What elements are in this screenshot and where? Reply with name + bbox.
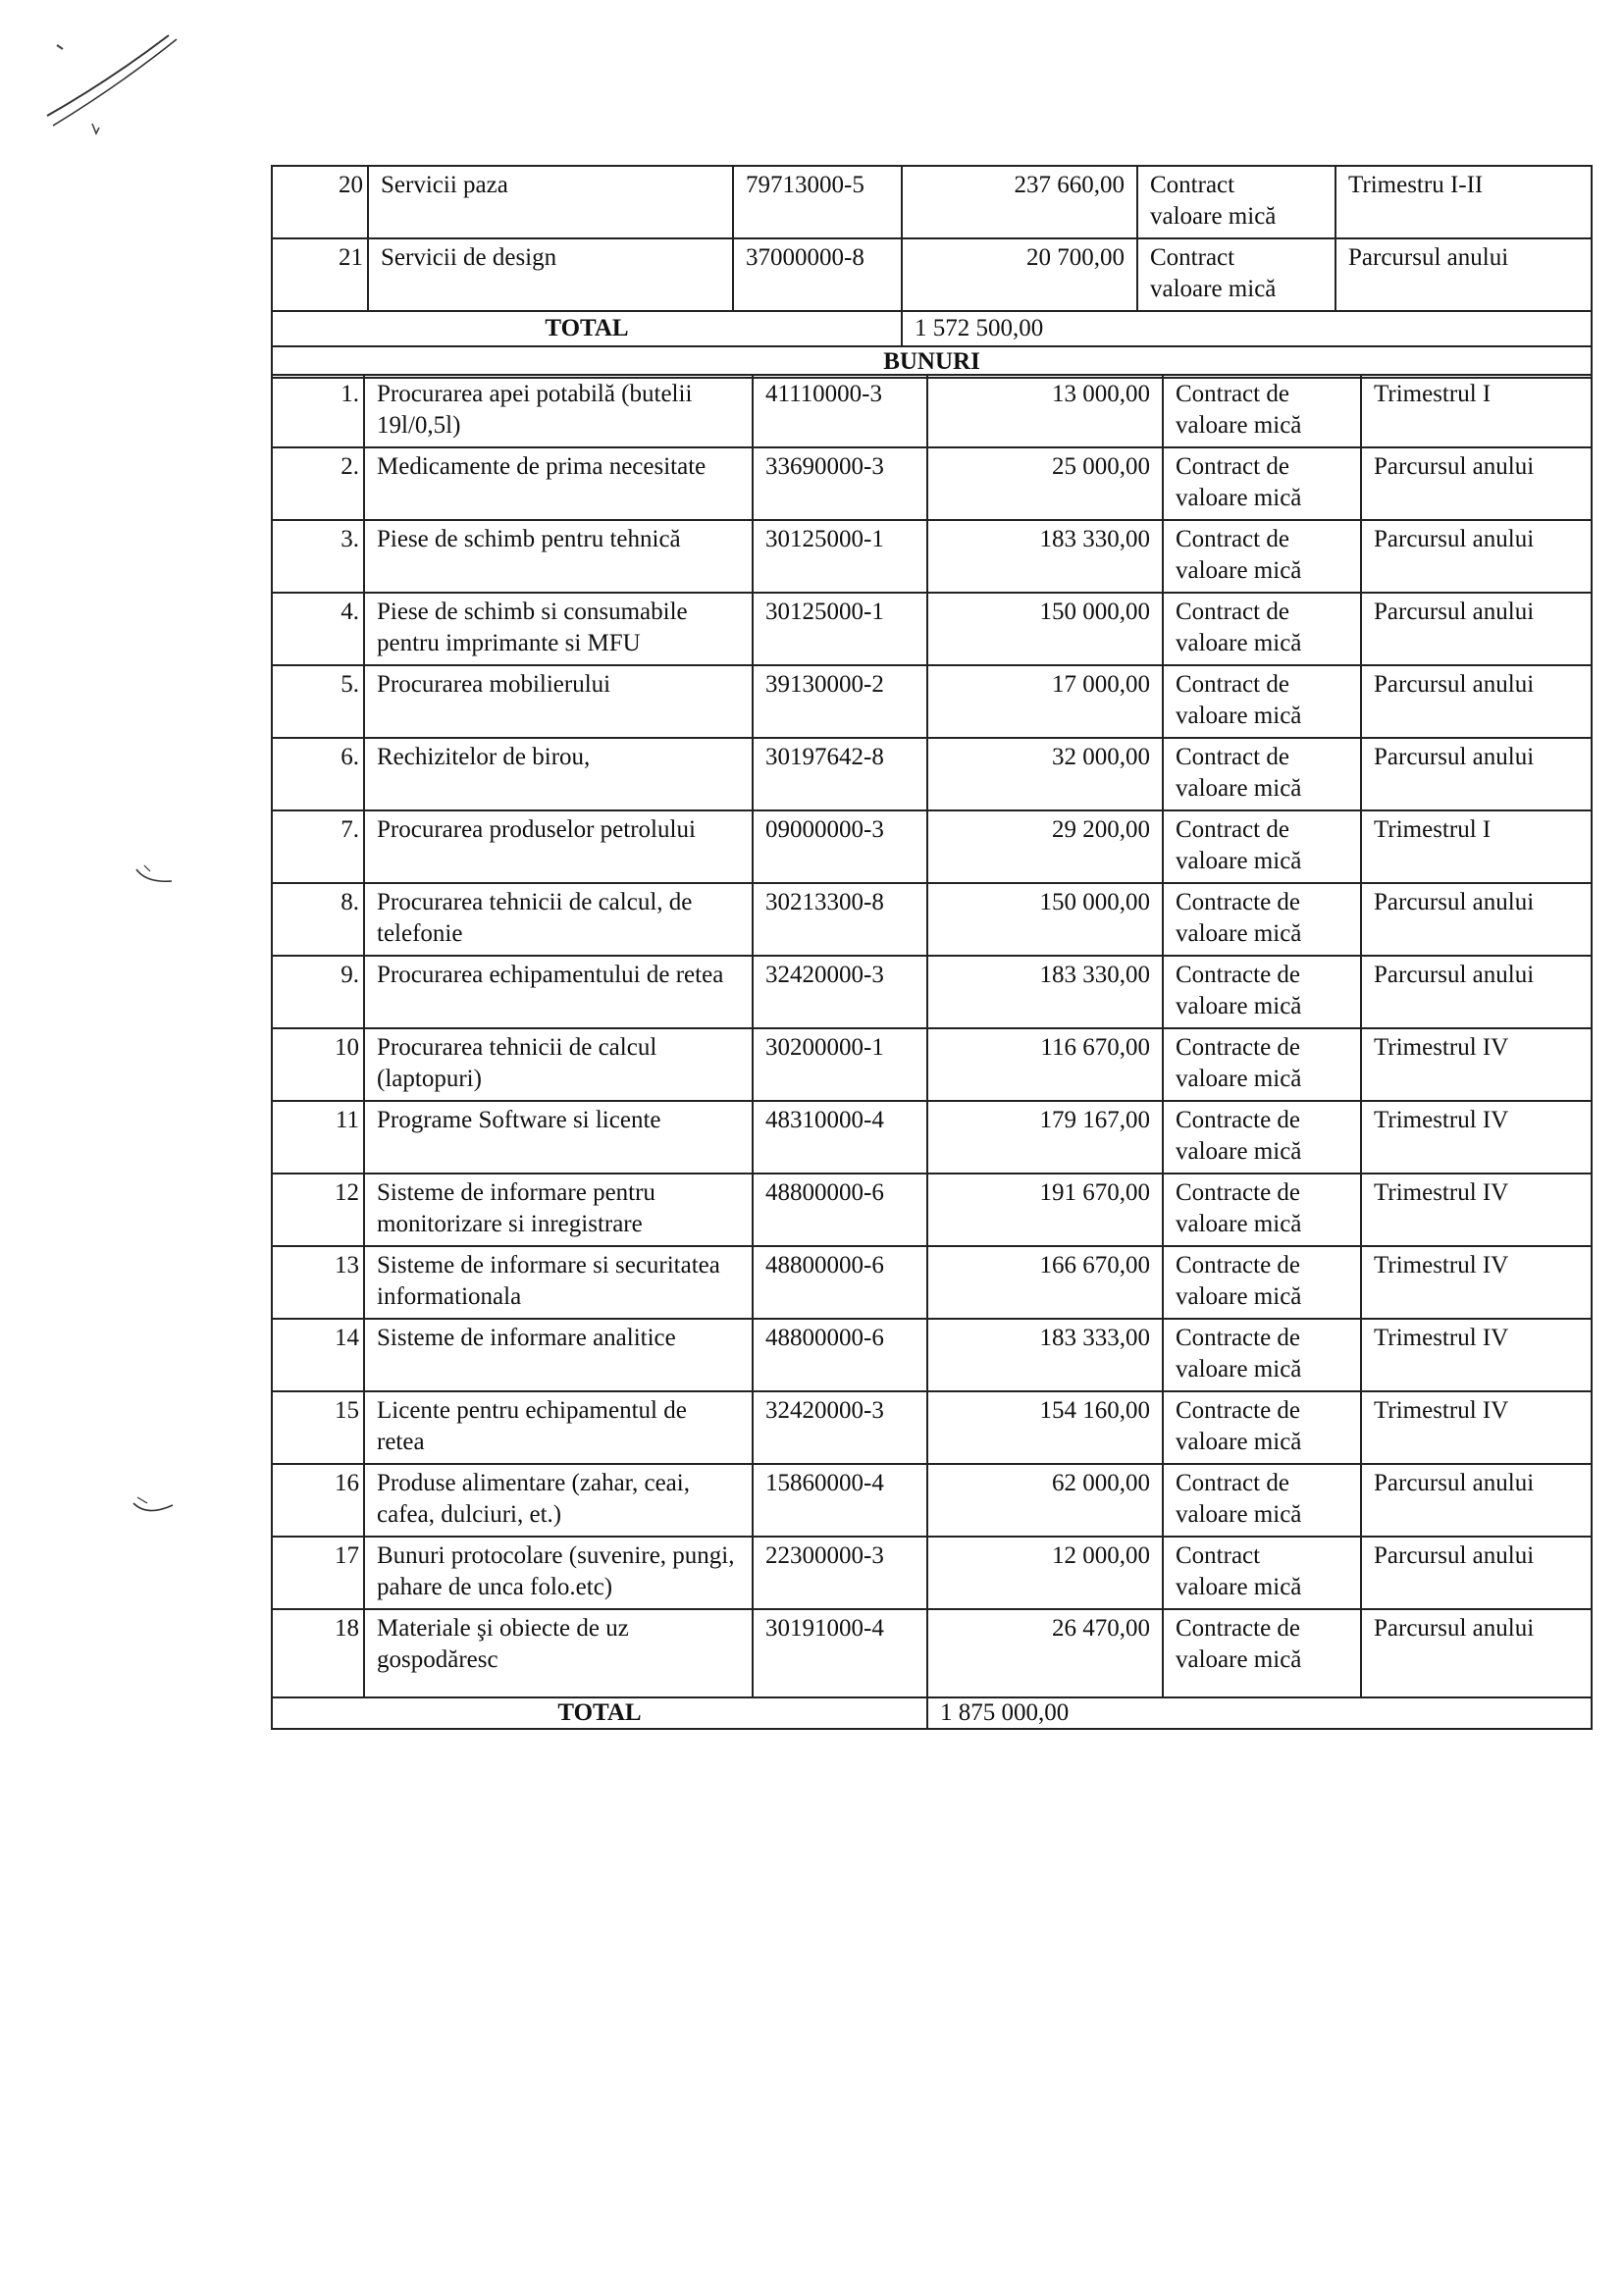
row-number: 5. xyxy=(272,665,364,738)
estimated-value: 116 670,00 xyxy=(927,1028,1163,1101)
table-row xyxy=(272,1246,1592,1319)
item-name: Procurarea echipamentului de retea xyxy=(364,956,753,1028)
item-name: Servicii paza xyxy=(368,166,733,238)
row-number: 17 xyxy=(272,1537,364,1609)
procedure-line-1: Contract de xyxy=(1176,526,1289,552)
procurement-term: Parcursul anului xyxy=(1361,447,1592,520)
cpv-code: 79713000-5 xyxy=(733,166,902,238)
procedure-line-1: Contracte de xyxy=(1176,1107,1301,1133)
cpv-code: 30213300-8 xyxy=(753,883,927,956)
procedure-line-2: valoare mică xyxy=(1150,276,1277,302)
procedure-type xyxy=(1163,665,1361,738)
cpv-code: 15860000-4 xyxy=(753,1464,927,1537)
cpv-code: 33690000-3 xyxy=(753,447,927,520)
total-label: TOTAL xyxy=(272,311,902,346)
procedure-line-2: valoare mică xyxy=(1150,203,1277,230)
estimated-value: 17 000,00 xyxy=(927,665,1163,738)
procedure-line-1: Contracte de xyxy=(1176,1179,1301,1206)
item-name: Procurarea produselor petrolului xyxy=(364,810,753,883)
total-value: 1 572 500,00 xyxy=(902,311,1592,346)
table-row xyxy=(272,1464,1592,1537)
procedure-type xyxy=(1163,1391,1361,1464)
table-row xyxy=(272,810,1592,883)
cpv-code: 30125000-1 xyxy=(753,520,927,593)
procedure-line-2: valoare mică xyxy=(1176,1501,1302,1528)
total-value: 1 875 000,00 xyxy=(927,1697,1592,1729)
estimated-value: 29 200,00 xyxy=(927,810,1163,883)
procedure-line-1: Contract de xyxy=(1176,381,1289,407)
cpv-code: 22300000-3 xyxy=(753,1537,927,1609)
procurement-term: Parcursul anului xyxy=(1361,1609,1592,1697)
procurement-term: Parcursul anului xyxy=(1335,238,1592,311)
item-name: Procurarea tehnicii de calcul, de telefonie xyxy=(364,883,753,956)
procedure-line-1: Contracte de xyxy=(1176,1325,1301,1351)
procedure-line-1: Contracte de xyxy=(1176,962,1301,988)
estimated-value: 183 330,00 xyxy=(927,956,1163,1028)
estimated-value: 237 660,00 xyxy=(902,166,1137,238)
procedure-type xyxy=(1163,1028,1361,1101)
row-number: 20 xyxy=(272,166,368,238)
procedure-line-2: valoare mică xyxy=(1176,703,1302,729)
procedure-type xyxy=(1163,956,1361,1028)
table-row xyxy=(272,1609,1592,1697)
procedure-line-1: Contract xyxy=(1150,172,1235,198)
estimated-value: 154 160,00 xyxy=(927,1391,1163,1464)
item-name: Sisteme de informare pentru monitorizare si inregistrare xyxy=(364,1174,753,1246)
row-number: 18 xyxy=(272,1609,364,1697)
estimated-value: 150 000,00 xyxy=(927,883,1163,956)
procedure-line-1: Contracte de xyxy=(1176,1615,1301,1642)
procurement-term: Parcursul anului xyxy=(1361,956,1592,1028)
procurement-term: Trimestrul IV xyxy=(1361,1246,1592,1319)
table-row xyxy=(272,883,1592,956)
item-name: Bunuri protocolare (suvenire, pungi, pahare de unca folo.etc) xyxy=(364,1537,753,1609)
procedure-line-2: valoare mică xyxy=(1176,848,1302,874)
procedure-line-2: valoare mică xyxy=(1176,1574,1302,1600)
procedure-type xyxy=(1163,1174,1361,1246)
cpv-code: 30125000-1 xyxy=(753,593,927,665)
cpv-code: 48800000-6 xyxy=(753,1246,927,1319)
row-number: 2. xyxy=(272,447,364,520)
procurement-term: Trimestru I-II xyxy=(1335,166,1592,238)
procedure-type xyxy=(1163,1464,1361,1537)
procedure-type xyxy=(1163,375,1361,447)
procurement-term: Trimestrul IV xyxy=(1361,1101,1592,1174)
table-row xyxy=(272,593,1592,665)
procedure-line-2: valoare mică xyxy=(1176,1356,1302,1383)
cpv-code: 48800000-6 xyxy=(753,1319,927,1391)
procedure-type xyxy=(1163,738,1361,810)
procedure-line-2: valoare mică xyxy=(1176,920,1302,947)
item-name: Piese de schimb pentru tehnică xyxy=(364,520,753,593)
item-name: Servicii de design xyxy=(368,238,733,311)
procedure-type xyxy=(1163,1609,1361,1697)
procedure-type xyxy=(1137,238,1335,311)
table-row xyxy=(272,1319,1592,1391)
procedure-line-1: Contracte de xyxy=(1176,889,1301,915)
procedure-line-2: valoare mică xyxy=(1176,412,1302,439)
cpv-code: 39130000-2 xyxy=(753,665,927,738)
row-number: 7. xyxy=(272,810,364,883)
estimated-value: 26 470,00 xyxy=(927,1609,1163,1697)
procurement-term: Parcursul anului xyxy=(1361,665,1592,738)
procedure-line-1: Contract de xyxy=(1176,599,1289,625)
procedure-line-2: valoare mică xyxy=(1176,1429,1302,1455)
table-row xyxy=(272,956,1592,1028)
row-number: 8. xyxy=(272,883,364,956)
item-name: Programe Software si licente xyxy=(364,1101,753,1174)
procedure-line-1: Contract xyxy=(1150,244,1235,271)
cpv-code: 30191000-4 xyxy=(753,1609,927,1697)
cpv-code: 32420000-3 xyxy=(753,1391,927,1464)
row-number: 3. xyxy=(272,520,364,593)
table-row xyxy=(272,1028,1592,1101)
procedure-line-1: Contract de xyxy=(1176,453,1289,480)
item-name: Procurarea tehnicii de calcul (laptopuri) xyxy=(364,1028,753,1101)
services-total-row xyxy=(272,311,1592,346)
item-name: Licente pentru echipamentul de retea xyxy=(364,1391,753,1464)
table-row xyxy=(272,665,1592,738)
row-number: 15 xyxy=(272,1391,364,1464)
procurement-term: Parcursul anului xyxy=(1361,520,1592,593)
table-row xyxy=(272,1101,1592,1174)
procedure-line-1: Contract de xyxy=(1176,816,1289,843)
row-number: 10 xyxy=(272,1028,364,1101)
procedure-type xyxy=(1137,166,1335,238)
check-mark xyxy=(132,861,182,891)
procedure-line-1: Contracte de xyxy=(1176,1397,1301,1424)
row-number: 9. xyxy=(272,956,364,1028)
item-name: Procurarea mobilierului xyxy=(364,665,753,738)
procurement-term: Trimestrul I xyxy=(1361,810,1592,883)
procedure-type xyxy=(1163,520,1361,593)
procedure-type xyxy=(1163,1246,1361,1319)
procurement-term: Parcursul anului xyxy=(1361,738,1592,810)
procedure-line-1: Contract de xyxy=(1176,1470,1289,1496)
procedure-line-2: valoare mică xyxy=(1176,557,1302,584)
procedure-type xyxy=(1163,1537,1361,1609)
cpv-code: 30200000-1 xyxy=(753,1028,927,1101)
estimated-value: 25 000,00 xyxy=(927,447,1163,520)
goods-total-row xyxy=(272,1697,1592,1729)
table-row xyxy=(272,520,1592,593)
estimated-value: 150 000,00 xyxy=(927,593,1163,665)
procedure-line-2: valoare mică xyxy=(1176,485,1302,511)
procedure-type xyxy=(1163,447,1361,520)
procedure-line-2: valoare mică xyxy=(1176,1138,1302,1165)
table-row xyxy=(272,1391,1592,1464)
procedure-line-2: valoare mică xyxy=(1176,993,1302,1019)
procedure-line-2: valoare mică xyxy=(1176,630,1302,656)
item-name: Procurarea apei potabilă (butelii 19l/0,5l) xyxy=(364,375,753,447)
row-number: 12 xyxy=(272,1174,364,1246)
estimated-value: 20 700,00 xyxy=(902,238,1137,311)
procedure-line-2: valoare mică xyxy=(1176,1646,1302,1673)
estimated-value: 183 330,00 xyxy=(927,520,1163,593)
procedure-line-1: Contracte de xyxy=(1176,1252,1301,1278)
procurement-term: Parcursul anului xyxy=(1361,593,1592,665)
cpv-code: 48800000-6 xyxy=(753,1174,927,1246)
item-name: Sisteme de informare analitice xyxy=(364,1319,753,1391)
row-number: 6. xyxy=(272,738,364,810)
goods-table xyxy=(271,374,1593,1730)
procurement-term: Trimestrul IV xyxy=(1361,1028,1592,1101)
row-number: 4. xyxy=(272,593,364,665)
procedure-line-2: valoare mică xyxy=(1176,1066,1302,1092)
table-row xyxy=(272,447,1592,520)
row-number: 14 xyxy=(272,1319,364,1391)
row-number: 13 xyxy=(272,1246,364,1319)
procurement-term: Trimestrul IV xyxy=(1361,1174,1592,1246)
check-mark xyxy=(130,1493,179,1523)
procedure-line-2: valoare mică xyxy=(1176,1211,1302,1237)
cpv-code: 09000000-3 xyxy=(753,810,927,883)
item-name: Medicamente de prima necesitate xyxy=(364,447,753,520)
procedure-line-2: valoare mică xyxy=(1176,775,1302,802)
procedure-line-1: Contract de xyxy=(1176,744,1289,770)
row-number: 11 xyxy=(272,1101,364,1174)
item-name: Rechizitelor de birou, xyxy=(364,738,753,810)
estimated-value: 13 000,00 xyxy=(927,375,1163,447)
cpv-code: 48310000-4 xyxy=(753,1101,927,1174)
procedure-type xyxy=(1163,1319,1361,1391)
item-name: Sisteme de informare si securitatea informationala xyxy=(364,1246,753,1319)
total-label: TOTAL xyxy=(272,1697,927,1729)
item-name: Materiale şi obiecte de uz gospodăresc xyxy=(364,1609,753,1697)
procedure-line-1: Contracte de xyxy=(1176,1034,1301,1061)
procedure-type xyxy=(1163,593,1361,665)
section-title: BUNURI xyxy=(272,346,1592,378)
procurement-term: Parcursul anului xyxy=(1361,1464,1592,1537)
table-row xyxy=(272,738,1592,810)
estimated-value: 183 333,00 xyxy=(927,1319,1163,1391)
estimated-value: 32 000,00 xyxy=(927,738,1163,810)
estimated-value: 12 000,00 xyxy=(927,1537,1163,1609)
table-row xyxy=(272,238,1592,311)
cpv-code: 37000000-8 xyxy=(733,238,902,311)
cpv-code: 32420000-3 xyxy=(753,956,927,1028)
item-name: Piese de schimb si consumabile pentru imprimante si MFU xyxy=(364,593,753,665)
procurement-term: Trimestrul IV xyxy=(1361,1391,1592,1464)
table-row xyxy=(272,1537,1592,1609)
procurement-term: Trimestrul IV xyxy=(1361,1319,1592,1391)
estimated-value: 166 670,00 xyxy=(927,1246,1163,1319)
procedure-line-1: Contract xyxy=(1176,1542,1261,1569)
procedure-type xyxy=(1163,810,1361,883)
item-name: Produse alimentare (zahar, ceai, cafea, dulciuri, et.) xyxy=(364,1464,753,1537)
table-row xyxy=(272,166,1592,238)
procedure-type xyxy=(1163,883,1361,956)
procurement-term: Parcursul anului xyxy=(1361,1537,1592,1609)
services-table xyxy=(271,165,1593,379)
cpv-code: 30197642-8 xyxy=(753,738,927,810)
estimated-value: 179 167,00 xyxy=(927,1101,1163,1174)
table-row xyxy=(272,1174,1592,1246)
table-row xyxy=(272,375,1592,447)
pen-stroke-mark xyxy=(39,27,186,145)
procurement-term: Trimestrul I xyxy=(1361,375,1592,447)
row-number: 21 xyxy=(272,238,368,311)
procedure-type xyxy=(1163,1101,1361,1174)
procedure-line-1: Contract de xyxy=(1176,671,1289,698)
estimated-value: 62 000,00 xyxy=(927,1464,1163,1537)
procurement-term: Parcursul anului xyxy=(1361,883,1592,956)
row-number: 1. xyxy=(272,375,364,447)
row-number: 16 xyxy=(272,1464,364,1537)
procedure-line-2: valoare mică xyxy=(1176,1283,1302,1310)
cpv-code: 41110000-3 xyxy=(753,375,927,447)
estimated-value: 191 670,00 xyxy=(927,1174,1163,1246)
